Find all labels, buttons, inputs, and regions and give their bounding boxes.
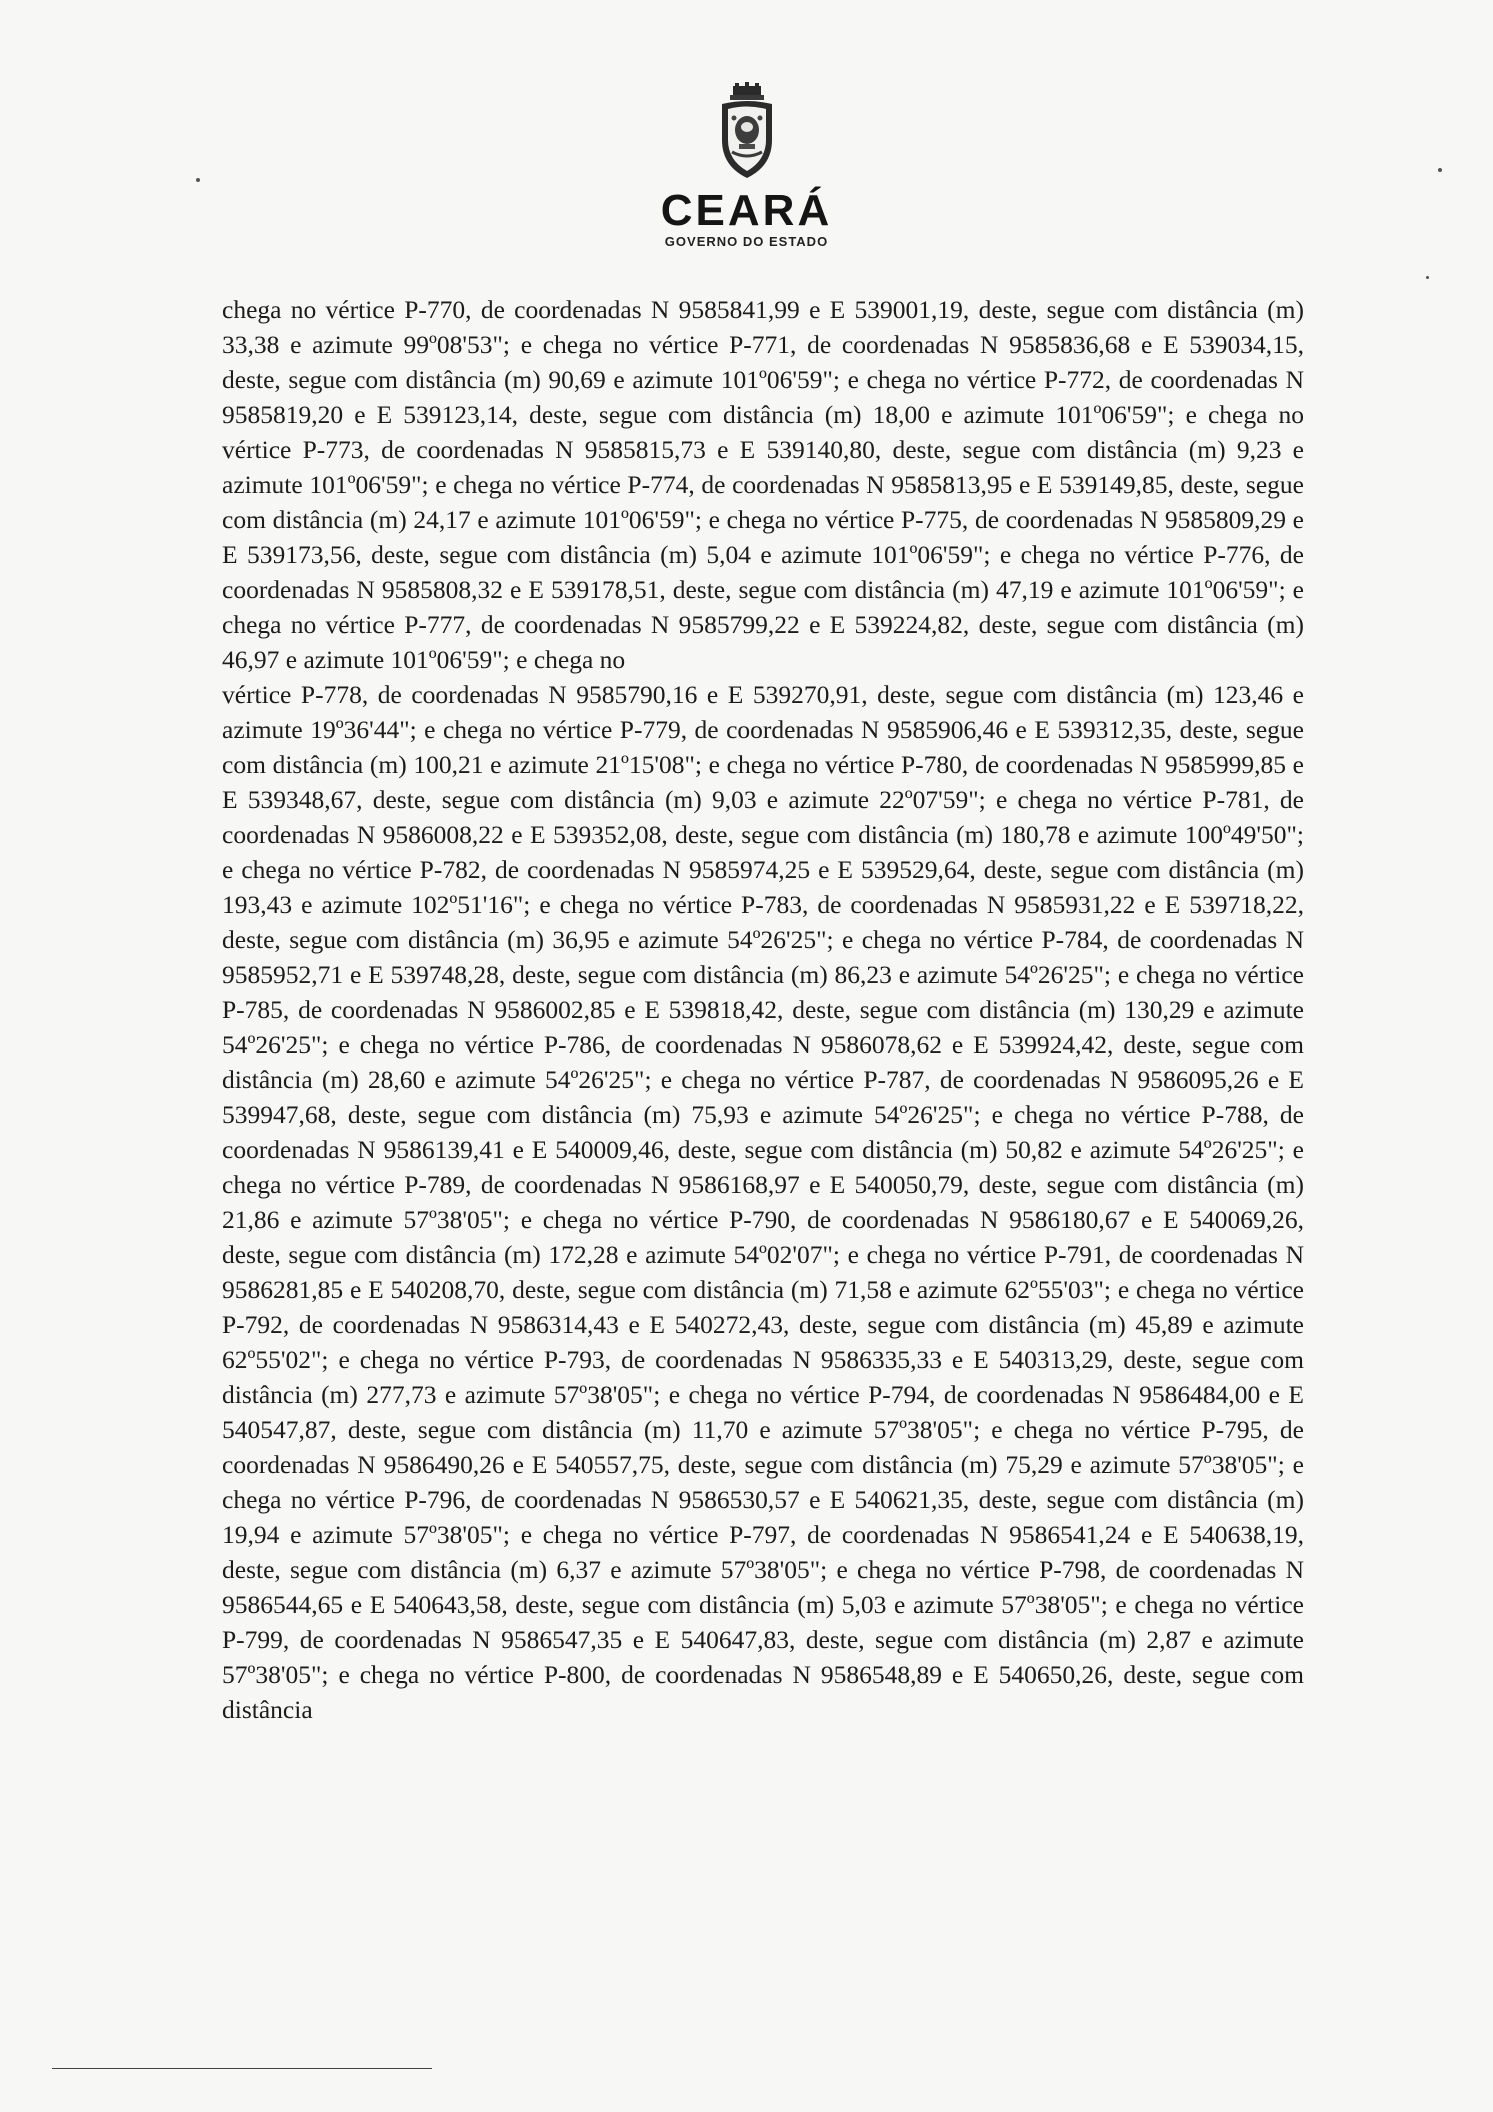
body-paragraph-2: vértice P-778, de coordenadas N 9585790,16 e E 539270,91, deste, segue com distância (m) 123,46 e azimute 19º36'44"; e chega no vértice P-779, de coordenadas N 9585906,46 e E 539312,35, deste, segue com distância (m) 100,21 e azimute 21º15'08"; e chega no vértice P-780, de coordenadas N 9585999,85 e E 539348,67, deste, segue com distância (m) 9,03 e azimute 22º07'59"; e chega no vértice P-781, de coordenadas N 9586008,22 e E 539352,08, deste, segue com distância (m) 180,78 e azimute 100º49'50"; e chega no vértice P-782, de coordenadas N 9585974,25 e E 539529,64, deste, segue com distância (m) 193,43 e azimute 102º51'16"; e chega no vértice P-783, de coordenadas N 9585931,22 e E 539718,22, deste, segue com distância (m) 36,95 e azimute 54º26'25"; e chega no vértice P-784, de coordenadas N 9585952,71 e E 539748,28, deste, segue com distância (m) 86,23 e azimute 54º26'25"; e chega no vértice P-785, de coordenadas N 9586002,85 e E 539818,42, deste, segue com distância (m) 130,29 e azimute 54º26'25"; e chega no vértice P-786, de coordenadas N 9586078,62 e E 539924,42, deste, segue com distância (m) 28,60 e azimute 54º26'25"; e chega no vértice P-787, de coordenadas N 9586095,26 e E 539947,68, deste, segue com distância (m) 75,93 e azimute 54º26'25"; e chega no vértice P-788, de coordenadas N 9586139,41 e E 540009,46, deste, segue com distância (m) 50,82 e azimute 54º26'25"; e chega no vértice P-789, de coordenadas N 9586168,97 e E 540050,79, deste, segue com distância (m) 21,86 e azimute 57º38'05"; e chega no vértice P-790, de coordenadas N 9586180,67 e E 540069,26, deste, segue com distância (m) 172,28 e azimute 54º02'07"; e chega no vértice P-791, de coordenadas N 9586281,85 e E 540208,70, deste, segue com distância (m) 71,58 e azimute 62º55'03"; e chega no vértice P-792, de coordenadas N 9586314,43 e E 540272,43, deste, segue com distância (m) 45,89 e azimute 62º55'02"; e chega no vértice P-793, de coordenadas N 9586335,33 e E 540313,29, deste, segue com distância (m) 277,73 e azimute 57º38'05"; e chega no vértice P-794, de coordenadas N 9586484,00 e E 540547,87, deste, segue com distância (m) 11,70 e azimute 57º38'05"; e chega no vértice P-795, de coordenadas N 9586490,26 e E 540557,75, deste, segue com distância (m) 75,29 e azimute 57º38'05"; e chega no vértice P-796, de coordenadas N 9586530,57 e E 540621,35, deste, segue com distância (m) 19,94 e azimute 57º38'05"; e chega no vértice P-797, de coordenadas N 9586541,24 e E 540638,19, deste, segue com distância (m) 6,37 e azimute 57º38'05"; e chega no vértice P-798, de coordenadas N 9586544,65 e E 540643,58, deste, segue com distância (m) 5,03 e azimute 57º38'05"; e chega no vértice P-799, de coordenadas N 9586547,35 e E 540647,83, deste, segue com distância (m) 2,87 e azimute 57º38'05"; e chega no vértice P-800, de coordenadas N 9586548,89 e E 540650,26, deste, segue com distância <box>222 680 1304 1724</box>
state-coat-of-arms-icon <box>712 82 782 182</box>
footer-rule <box>52 2068 432 2069</box>
body-paragraph-1: chega no vértice P-770, de coordenadas N 9585841,99 e E 539001,19, deste, segue com distância (m) 33,38 e azimute 99º08'53"; e chega no vértice P-771, de coordenadas N 9585836,68 e E 539034,15, deste, segue com distância (m) 90,69 e azimute 101º06'59"; e chega no vértice P-772, de coordenadas N 9585819,20 e E 539123,14, deste, segue com distância (m) 18,00 e azimute 101º06'59"; e chega no vértice P-773, de coordenadas N 9585815,73 e E 539140,80, deste, segue com distância (m) 9,23 e azimute 101º06'59"; e chega no vértice P-774, de coordenadas N 9585813,95 e E 539149,85, deste, segue com distância (m) 24,17 e azimute 101º06'59"; e chega no vértice P-775, de coordenadas N 9585809,29 e E 539173,56, deste, segue com distância (m) 5,04 e azimute 101º06'59"; e chega no vértice P-776, de coordenadas N 9585808,32 e E 539178,51, deste, segue com distância (m) 47,19 e azimute 101º06'59"; e chega no vértice P-777, de coordenadas N 9585799,22 e E 539224,82, deste, segue com distância (m) 46,97 e azimute 101º06'59"; e chega no <box>222 295 1304 674</box>
brand-subtitle: GOVERNO DO ESTADO <box>664 234 829 249</box>
brand-name: CEARÁ <box>660 186 833 235</box>
letterhead <box>0 82 1493 249</box>
scan-speck <box>1426 276 1429 279</box>
scan-speck <box>196 178 200 182</box>
document-body <box>222 292 1304 1727</box>
scan-speck <box>1438 168 1442 172</box>
